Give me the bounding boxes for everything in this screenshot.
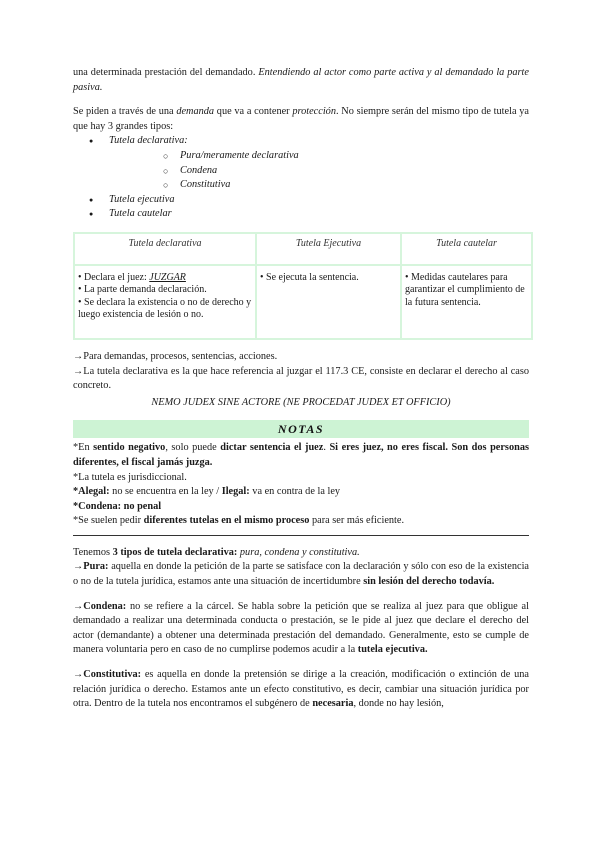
text-run: Ilegal: [221, 486, 250, 498]
intro-paragraph [73, 66, 529, 95]
nota-3 [73, 485, 529, 500]
text-run: no se encuentra en la ley / [109, 486, 222, 498]
document-page [73, 66, 529, 712]
nota-2: *La tutela es jurisdiccional. [73, 471, 187, 483]
text-run: aquella en donde la petición de la parte se satisface con la declaración y sólo con eso de la existencia o no de la tutela jurídica, estamos ante una situación de incertidumbre [73, 561, 529, 588]
tres-tipos-paragraph [73, 546, 529, 561]
text-run: protección [292, 106, 336, 118]
text-run: es aquella en donde la pretensión se dirige a la creación, modificación o extinción de una relación jurídica o derecho. Estamos ante un efecto constitutivo, es decir, cambiar una situación jurídica por otra. Dentro de la tutela nos encontramos el subgénero de [73, 669, 529, 710]
text-run: . [323, 442, 330, 454]
text-run: necesaria [312, 698, 354, 710]
text-run: →Pura: [73, 561, 109, 573]
table-cell-cautelar: • Medidas cautelares para garantizar el cumplimiento de la futura sentencia. [401, 265, 532, 339]
text-run: diferentes tutelas en el mismo proceso [143, 515, 310, 527]
pura-paragraph [73, 560, 529, 589]
text-run: . No siempre serán del mismo tipo de tutela ya que hay 3 grandes tipos: [73, 106, 529, 132]
sublist-item-label: Condena [180, 164, 218, 176]
latin-maxim: NEMO JUDEX SINE ACTORE (NE PROCEDAT JUDEX ET OFFICIO) [151, 396, 451, 408]
text-run: , solo puede [165, 442, 221, 454]
text-run: sin lesión del derecho todavía. [363, 576, 495, 588]
arrow-note-2: →La tutela declarativa es la que hace referencia al juzgar el 117.3 CE, consiste en declarar el derecho al caso concreto. [73, 365, 529, 392]
list-item-label: Tutela cautelar [109, 208, 172, 220]
text-run: sentido negativo [93, 442, 166, 454]
text-run: *Se suelen pedir [73, 515, 144, 527]
text-run: • Declara el juez: [78, 271, 150, 283]
text-run: que va a contener [214, 106, 293, 118]
table-header-row [74, 233, 532, 265]
divider [73, 535, 529, 536]
table-cell-ejecutiva: • Se ejecuta la sentencia. [256, 265, 401, 339]
table-header: Tutela cautelar [401, 233, 532, 265]
text-run: no se refiere a la cárcel. Se habla sobre la petición que se realiza al juez para que obligue al demandado a realizar una determinada conducta o prestación, se le pide al juez que declare el derecho del actor (demandante) a obtener una determinada prestación del demandado. Generalmente, esto se cumple de manera voluntaria pero en caso de no cumplirse podemos acudir a la [73, 600, 529, 656]
tutela-types-list [73, 134, 529, 222]
table-row [74, 265, 532, 339]
juzgar-text: JUZGAR [149, 271, 186, 283]
tutela-table [73, 232, 533, 340]
list-item [73, 207, 529, 222]
constitutiva-paragraph [73, 668, 529, 712]
text-run: va en contra de la ley [249, 486, 341, 498]
list-item-label: Tutela ejecutiva [109, 193, 175, 205]
intro-text: una determinada prestación del demandado. [73, 67, 259, 78]
text-run: demanda [176, 106, 215, 118]
text-run: para ser más eficiente. [309, 515, 405, 527]
list-item-label: Tutela declarativa: [109, 135, 188, 147]
text-run: *Condena: no penal [73, 500, 162, 512]
sublist-item-label: Constitutiva [180, 179, 231, 191]
sublist-item-label: Pura/meramente declarativa [180, 149, 299, 161]
sublist-item [109, 149, 529, 164]
nota-4 [73, 500, 529, 515]
text-run: • La parte demanda declaración. [78, 284, 207, 296]
text-run: *Alegal: [73, 486, 110, 498]
condena-paragraph [73, 600, 529, 658]
arrow-note-1: →Para demandas, procesos, sentencias, acciones. [73, 350, 278, 362]
sublist-item [109, 164, 529, 179]
declarativa-sublist [109, 149, 529, 193]
text-run: Si eres juez, no eres fiscal. Son dos personas diferentes, el fiscal jamás juzga. [73, 442, 529, 468]
sublist-item [109, 178, 529, 193]
intro-italic: Entendiendo al actor como parte activa y al demandado la parte pasiva. [73, 67, 529, 93]
tutela-types-paragraph [73, 105, 529, 134]
text-run: , donde no hay lesión, [353, 698, 444, 710]
text-run: Se piden a través de una [73, 106, 177, 118]
table-header: Tutela Ejecutiva [256, 233, 401, 265]
table-header: Tutela declarativa [74, 233, 256, 265]
text-run: tutela ejecutiva. [357, 644, 428, 656]
text-run: 3 tipos de tutela declarativa: [112, 546, 238, 558]
text-run: dictar sentencia el juez [220, 442, 324, 454]
notas-heading: NOTAS [73, 420, 529, 438]
nota-1 [73, 441, 529, 470]
text-run: →Constitutiva: [73, 669, 142, 681]
text-run: • Se declara la existencia o no de derecho y luego existencia de lesión o no. [78, 296, 252, 321]
nota-5 [73, 514, 529, 529]
text-run: pura, condena y constitutiva. [239, 546, 360, 558]
text-run: Tenemos [73, 546, 113, 558]
list-item [73, 193, 529, 208]
text-run: *En [73, 442, 94, 454]
text-run: →Condena: [73, 600, 127, 612]
table-cell-declarativa [74, 265, 256, 339]
list-item [73, 134, 529, 192]
